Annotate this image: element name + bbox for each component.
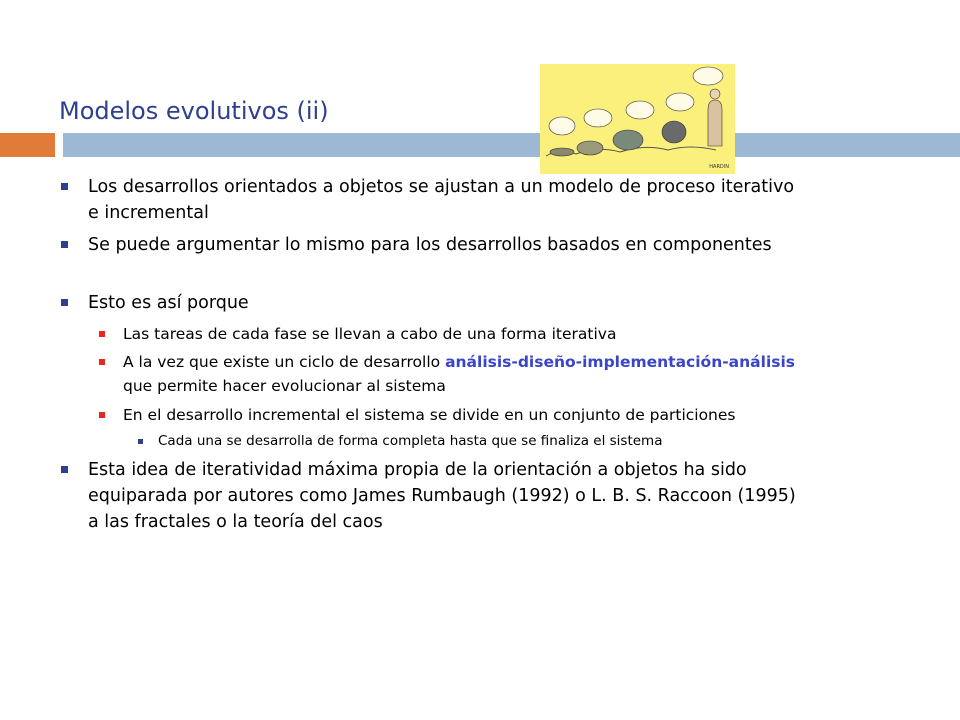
square-bullet-icon	[99, 331, 105, 337]
bullet-text: Se puede argumentar lo mismo para los desarrollos basados en componentes	[88, 235, 772, 255]
bullet-text: Esto es así porque	[88, 293, 249, 313]
sub-sub-bullet-item	[158, 430, 808, 452]
bullet-text: Las tareas de cada fase se llevan a cabo de una forma iterativa	[123, 325, 617, 343]
bullet-item	[88, 174, 808, 226]
bullet-text: En el desarrollo incremental el sistema se divide en un conjunto de particiones	[123, 406, 736, 424]
highlighted-cycle-text: análisis-diseño-implementación-análisis	[445, 353, 796, 371]
sub-bullet-item	[123, 403, 823, 427]
title-accent-bar-blue	[63, 133, 960, 157]
sub-bullet-item	[123, 350, 823, 398]
bullet-text-prefix: A la vez que existe un ciclo de desarrollo	[123, 353, 446, 371]
bullet-text: Los desarrollos orientados a objetos se ajustan a un modelo de proceso iterativo e incremental	[88, 177, 795, 223]
bullet-item	[88, 457, 808, 535]
evolution-cartoon-image	[540, 64, 735, 174]
bullet-item	[88, 232, 808, 258]
square-bullet-icon	[61, 299, 68, 306]
cartoon-signature: HARDIN	[709, 164, 729, 170]
bullet-text: Cada una se desarrolla de forma completa hasta que se finaliza el sistema	[158, 433, 663, 449]
sub-bullet-item	[123, 322, 823, 346]
bullet-text-suffix: que permite hacer evolucionar al sistema	[123, 377, 446, 395]
slide-title: Modelos evolutivos (ii)	[59, 97, 329, 125]
square-bullet-icon	[61, 466, 68, 473]
title-accent-bar-orange	[0, 133, 55, 157]
square-bullet-icon	[138, 439, 143, 444]
square-bullet-icon	[99, 412, 105, 418]
square-bullet-icon	[61, 241, 68, 248]
bullet-item	[88, 290, 808, 316]
evolution-cartoon-drawing	[540, 64, 735, 174]
square-bullet-icon	[61, 183, 68, 190]
bullet-text: Esta idea de iteratividad máxima propia de la orientación a objetos ha sido equiparada por autores como James Rumbaugh (1992) o L. B. S. Raccoon (1995) a las fractales o la teoría del caos	[88, 460, 796, 532]
square-bullet-icon	[99, 359, 105, 365]
